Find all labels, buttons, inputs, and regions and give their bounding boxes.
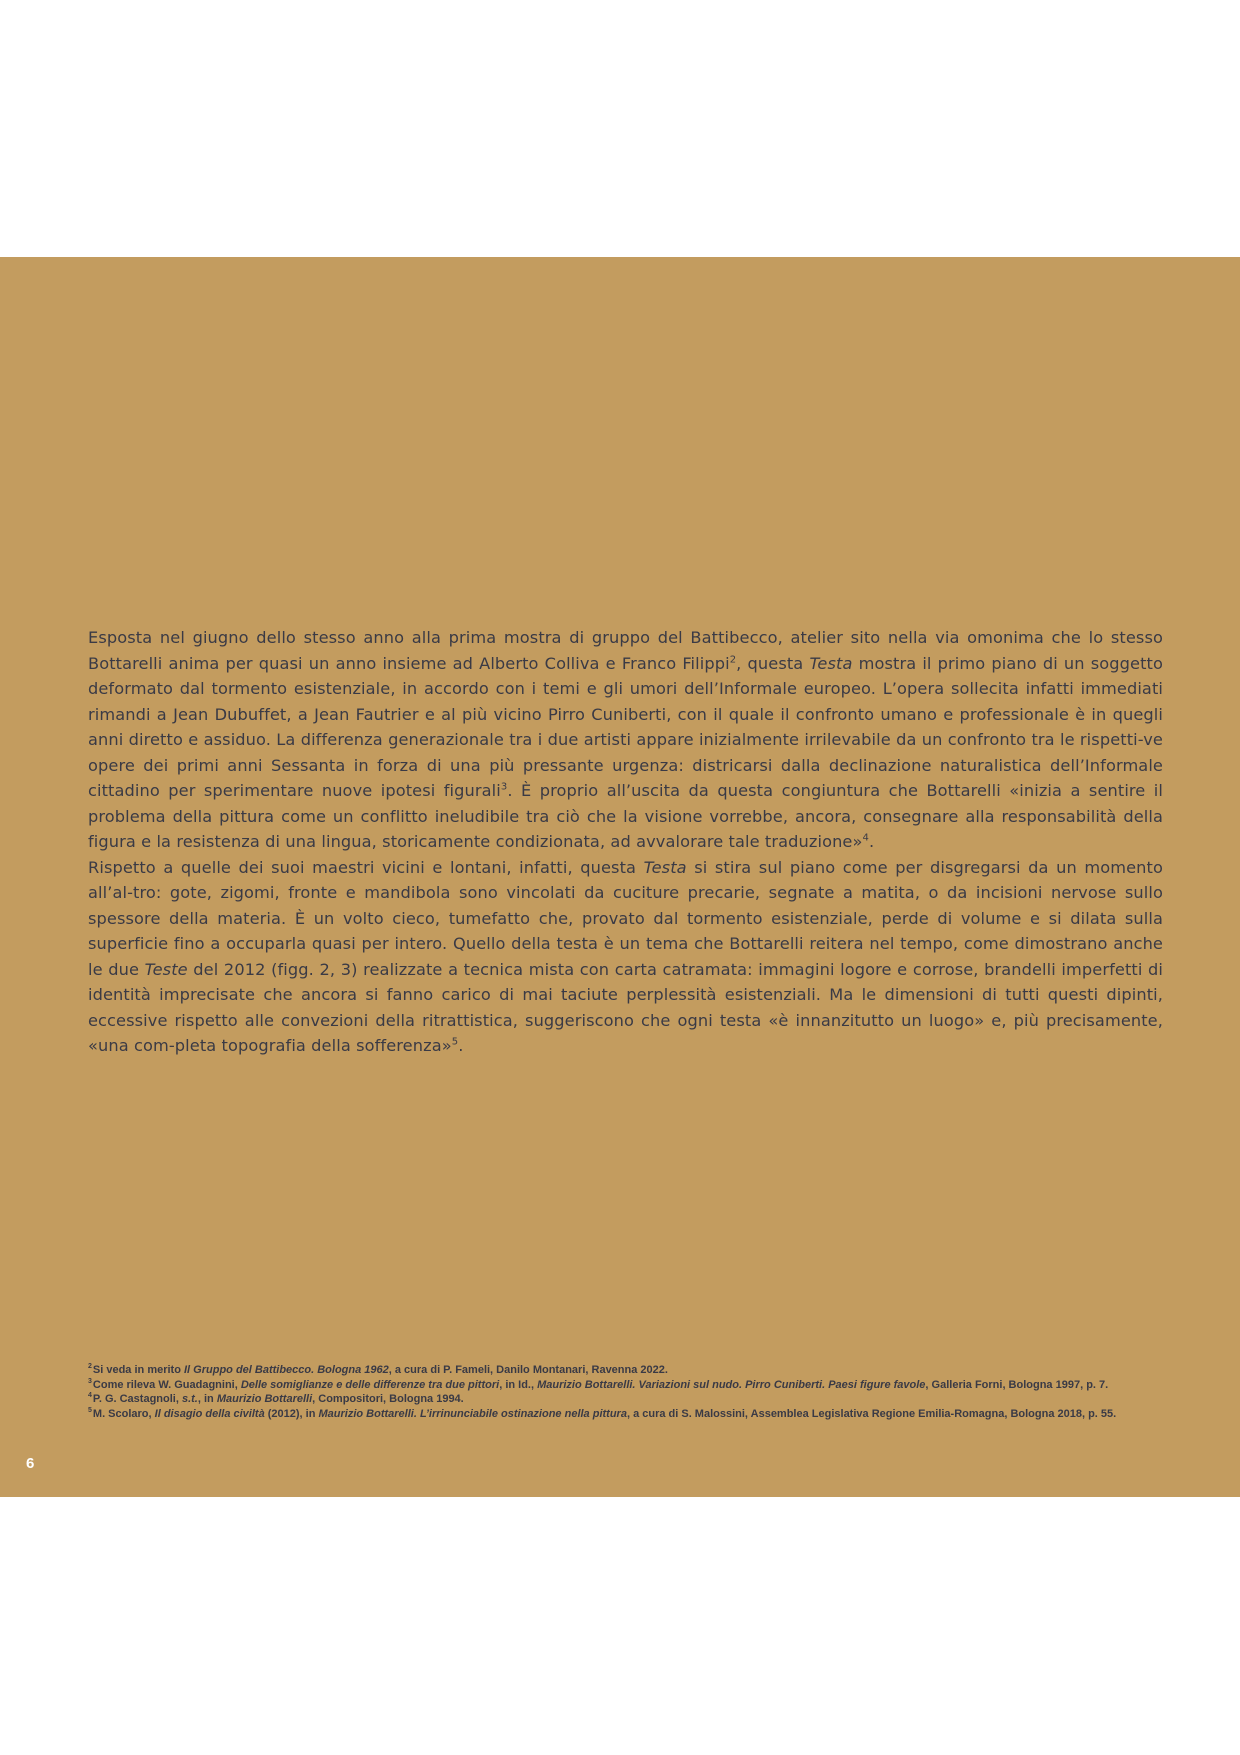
footnote-title: Maurizio Bottarelli. Variazioni sul nudo. Pirro Cuniberti. Paesi figure favole xyxy=(537,1378,926,1391)
body-text xyxy=(88,625,1163,1059)
artwork-title: Teste xyxy=(144,959,188,979)
paragraph-2-text: si stira sul piano come per disgregarsi da un momento all’al-tro: gote, zigomi, fronte e mandibola sono vincolati da cuciture precarie, segnate a matita, o da incisioni nervose sullo spessore della materia. È un volto cieco, tumefatto che, provato dal tormento esistenziale, perde di volume e si dilata sulla superficie fino a occuparla quasi per intero. Quello della testa è un tema che Bottarelli reitera nel tempo, come dimostrano anche le due xyxy=(88,857,1163,979)
footnote-number: 2 xyxy=(88,1363,92,1371)
footnote-5 xyxy=(88,1407,1188,1422)
footnote-text: , Compositori, Bologna 1994. xyxy=(312,1393,464,1405)
paragraph-1-text: . xyxy=(868,832,875,851)
paragraph-1 xyxy=(88,625,1163,855)
footnote-text: P. G. Castagnoli, xyxy=(92,1393,182,1405)
paragraph-1-text: , questa xyxy=(736,653,810,673)
artwork-title: Testa xyxy=(809,653,853,673)
footnote-ref-5: 5 xyxy=(451,1036,459,1048)
footnote-title: s.t. xyxy=(181,1393,198,1405)
footnotes xyxy=(88,1363,1188,1421)
footnote-ref-2: 2 xyxy=(729,654,737,666)
footnote-text: M. Scolaro, xyxy=(92,1407,155,1420)
page-number: 6 xyxy=(26,1455,35,1472)
paragraph-1-text: . È proprio all’uscita da questa congiuntura che Bottarelli «inizia a sentire il problema della pittura come un conflitto ineludibile tra ciò che la visione vorrebbe, ancora, consegnare alla responsabilità della figura e la resistenza di una lingua, storicamente condizionata, ad avvalorare tale traduzione» xyxy=(88,781,1163,851)
footnote-ref-3: 3 xyxy=(500,781,508,793)
footnote-text: Si veda in merito xyxy=(92,1364,184,1376)
footnote-title: Il disagio della civiltà xyxy=(154,1407,265,1420)
paragraph-2 xyxy=(88,855,1163,1059)
paragraph-1-text: Esposta nel giugno dello stesso anno alla prima mostra di gruppo del Battibecco, atelier sito nella via omonima che lo stesso Bottarelli anima per quasi un anno insieme ad Alberto Colliva e Franco Filippi xyxy=(88,628,1163,673)
footnote-text: , a cura di S. Malossini, Assemblea Legislativa Regione Emilia-Romagna, Bologna 2018, p. 55. xyxy=(626,1407,1117,1420)
footnote-text: (2012), in xyxy=(264,1407,319,1420)
footnote-text: , in Id., xyxy=(499,1378,538,1391)
footnote-number: 5 xyxy=(88,1406,92,1414)
footnote-title: Maurizio Bottarelli xyxy=(216,1393,313,1405)
paragraph-2-text: . xyxy=(458,1036,464,1055)
footnote-number: 3 xyxy=(88,1377,92,1385)
footnote-ref-4: 4 xyxy=(862,832,869,844)
paragraph-1-text: mostra il primo piano di un soggetto deformato dal tormento esistenziale, in accordo con i temi e gli umori dell’Informale europeo. L’opera sollecita infatti immediati rimandi a Jean Dubuffet, a Jean Fautrier e al più vicino Pirro Cuniberti, con il quale il confronto umano e professionale è in quegli anni diretto e assiduo. La differenza generazionale tra i due artisti appare inizialmente irrilevabile da un confronto tra le rispetti-ve opere dei primi anni Sessanta in forza di una più pressante urgenza: districarsi dalla declinazione naturalistica dell’Informale cittadino per sperimentare nuove ipotesi figurali xyxy=(88,653,1163,800)
footnote-2 xyxy=(88,1363,1188,1378)
footnote-title: Delle somiglianze e delle differenze tra due pittori xyxy=(240,1378,500,1391)
footnote-text: Come rileva W. Guadagnini, xyxy=(92,1378,241,1391)
footnote-text: , Galleria Forni, Bologna 1997, p. 7. xyxy=(925,1378,1109,1391)
footnote-text: , in xyxy=(197,1393,217,1405)
paragraph-2-text: Rispetto a quelle dei suoi maestri vicini e lontani, infatti, questa xyxy=(88,857,644,877)
footnote-4 xyxy=(88,1392,1188,1407)
footnote-title: Il Gruppo del Battibecco. Bologna 1962 xyxy=(184,1364,389,1376)
paragraph-2-text: del 2012 (figg. 2, 3) realizzate a tecnica mista con carta catramata: immagini logore e corrose, brandelli imperfetti di identità imprecisate che ancora si fanno carico di mai taciute perplessità esistenziali. Ma le dimensioni di tutti questi dipinti, eccessive rispetto alle convezioni della ritrattistica, suggeriscono che ogni testa «è innanzitutto un luogo» e, più precisamente, «una com-pleta topografia della sofferenza» xyxy=(88,959,1163,1055)
footnote-title: Maurizio Bottarelli. L’irrinunciabile ostinazione nella pittura xyxy=(318,1407,627,1420)
artwork-title: Testa xyxy=(643,857,687,877)
footnote-3 xyxy=(88,1378,1188,1393)
footnote-number: 4 xyxy=(88,1392,92,1400)
footnote-text: , a cura di P. Fameli, Danilo Montanari, Ravenna 2022. xyxy=(388,1364,668,1376)
